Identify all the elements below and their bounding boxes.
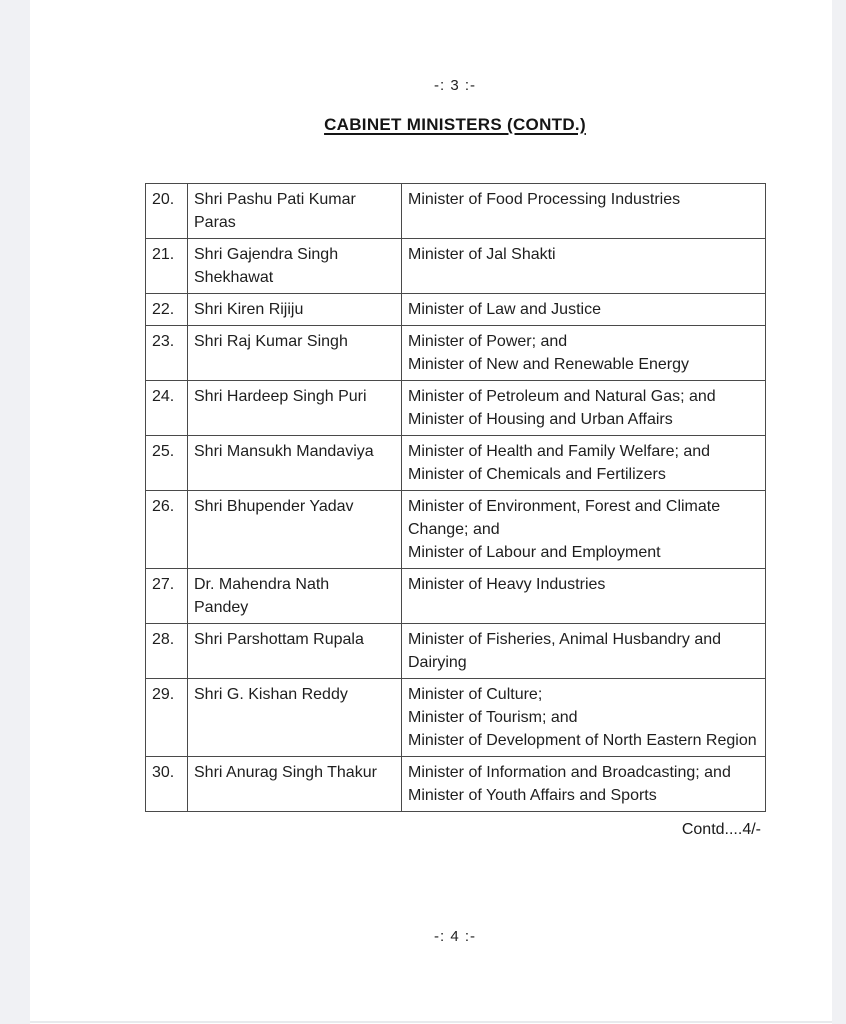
ministers-table-body	[146, 184, 766, 812]
serial-cell	[146, 624, 188, 679]
portfolio-line: Minister of Power; and	[408, 333, 568, 350]
left-margin	[0, 0, 30, 1024]
table-row	[146, 326, 766, 381]
name-line: Shri Bhupender Yadav	[194, 498, 354, 515]
name-line: Shri Pashu Pati Kumar	[194, 191, 356, 208]
portfolio-cell	[402, 294, 766, 326]
portfolio-cell	[402, 184, 766, 239]
section-title: CABINET MINISTERS (CONTD.)	[324, 115, 586, 134]
serial-number: 21.	[152, 246, 175, 263]
portfolio-line: Minister of Fisheries, Animal Husbandry and Dairying	[408, 631, 722, 671]
name-line: Shri Gajendra Singh	[194, 246, 339, 263]
portfolio-line: Minister of Petroleum and Natural Gas; and	[408, 388, 716, 405]
name-cell	[188, 569, 402, 624]
serial-cell	[146, 436, 188, 491]
portfolio-line: Minister of Law and Justice	[408, 301, 601, 318]
table-row	[146, 757, 766, 812]
portfolio-line: Minister of Heavy Industries	[408, 576, 606, 593]
serial-cell	[146, 294, 188, 326]
serial-cell	[146, 184, 188, 239]
name-cell	[188, 491, 402, 569]
page-number-label: -: 3 :-	[433, 77, 476, 94]
name-line: Shri Raj Kumar Singh	[194, 333, 348, 350]
portfolio-line: Minister of Tourism; and	[408, 709, 578, 726]
serial-number: 25.	[152, 443, 175, 460]
serial-number: 22.	[152, 301, 175, 318]
portfolio-line: Minister of Health and Family Welfare; and	[408, 443, 711, 460]
portfolio-cell	[402, 239, 766, 294]
table-row	[146, 184, 766, 239]
name-line: Shri Kiren Rijiju	[194, 301, 304, 318]
name-cell	[188, 239, 402, 294]
serial-number: 26.	[152, 498, 175, 515]
portfolio-cell	[402, 757, 766, 812]
serial-cell	[146, 239, 188, 294]
name-cell	[188, 679, 402, 757]
table-row	[146, 624, 766, 679]
portfolio-line: Minister of Food Processing Industries	[408, 191, 681, 208]
portfolio-cell	[402, 679, 766, 757]
portfolio-line: Minister of Jal Shakti	[408, 246, 556, 263]
right-margin	[832, 0, 846, 1024]
name-cell	[188, 294, 402, 326]
name-cell	[188, 624, 402, 679]
table-row	[146, 491, 766, 569]
serial-number: 23.	[152, 333, 175, 350]
next-page-number-label: -: 4 :-	[433, 928, 476, 945]
page-sheet	[30, 0, 832, 1024]
portfolio-line: Minister of Environment, Forest and Climate Change; and	[408, 498, 721, 538]
serial-number: 29.	[152, 686, 175, 703]
next-page-table-edge	[30, 1021, 832, 1023]
portfolio-line: Minister of Labour and Employment	[408, 544, 661, 561]
name-cell	[188, 436, 402, 491]
name-line: Pandey	[194, 599, 249, 616]
serial-cell	[146, 679, 188, 757]
table-row	[146, 294, 766, 326]
serial-number: 30.	[152, 764, 175, 781]
portfolio-cell	[402, 569, 766, 624]
contd-note: Contd....4/-	[681, 821, 761, 838]
name-line: Shekhawat	[194, 269, 274, 286]
serial-number: 24.	[152, 388, 175, 405]
portfolio-line: Minister of Development of North Eastern Region	[408, 732, 757, 749]
table-row	[146, 569, 766, 624]
table-row	[146, 436, 766, 491]
name-line: Shri Anurag Singh Thakur	[194, 764, 377, 781]
name-line: Shri Mansukh Mandaviya	[194, 443, 374, 460]
serial-cell	[146, 381, 188, 436]
name-cell	[188, 184, 402, 239]
portfolio-cell	[402, 436, 766, 491]
name-line: Shri Hardeep Singh Puri	[194, 388, 367, 405]
portfolio-cell	[402, 326, 766, 381]
name-cell	[188, 757, 402, 812]
portfolio-line: Minister of Youth Affairs and Sports	[408, 787, 657, 804]
name-line: Paras	[194, 214, 236, 231]
portfolio-line: Minister of Chemicals and Fertilizers	[408, 466, 666, 483]
name-line: Shri Parshottam Rupala	[194, 631, 364, 648]
portfolio-line: Minister of Housing and Urban Affairs	[408, 411, 673, 428]
portfolio-line: Minister of Information and Broadcasting; and	[408, 764, 731, 781]
serial-cell	[146, 326, 188, 381]
serial-cell	[146, 757, 188, 812]
portfolio-cell	[402, 491, 766, 569]
serial-number: 20.	[152, 191, 175, 208]
name-cell	[188, 381, 402, 436]
document-content	[145, 0, 765, 946]
table-row	[146, 239, 766, 294]
table-row	[146, 381, 766, 436]
name-line: Shri G. Kishan Reddy	[194, 686, 348, 703]
ministers-table	[145, 183, 766, 812]
portfolio-cell	[402, 624, 766, 679]
portfolio-cell	[402, 381, 766, 436]
portfolio-line: Minister of Culture;	[408, 686, 543, 703]
serial-number: 28.	[152, 631, 175, 648]
name-line: Dr. Mahendra Nath	[194, 576, 330, 593]
serial-cell	[146, 569, 188, 624]
table-row	[146, 679, 766, 757]
serial-number: 27.	[152, 576, 175, 593]
serial-cell	[146, 491, 188, 569]
portfolio-line: Minister of New and Renewable Energy	[408, 356, 690, 373]
name-cell	[188, 326, 402, 381]
